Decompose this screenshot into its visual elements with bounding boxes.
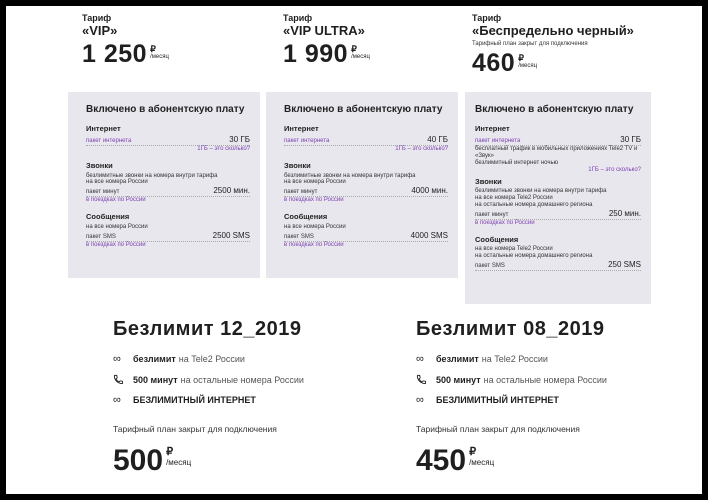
internet-heading: Интернет [475, 123, 510, 133]
sms-heading: Сообщения [475, 234, 519, 244]
infinity-icon: ∞ [416, 353, 424, 365]
internet-heading: Интернет [284, 123, 319, 133]
price-period: /месяц [150, 54, 169, 60]
closed-note: Тарифный план закрыт для подключения [416, 424, 580, 434]
calls-line: пакет минут [284, 189, 318, 196]
internet-heading: Интернет [86, 123, 121, 133]
gb-hint-link[interactable]: 1ГБ – это сколько? [197, 146, 250, 153]
calls-line: пакет минут [475, 211, 509, 218]
infinity-icon: ∞ [416, 394, 424, 406]
sms-line: пакет SMS [475, 263, 505, 270]
roaming-link[interactable]: в поездках по России [475, 219, 535, 226]
sms-heading: Сообщения [86, 212, 130, 222]
internet-value: 30 ГБ [620, 135, 641, 145]
tariff-price: 460 [472, 49, 516, 77]
feature-text: на Tele2 России [481, 354, 548, 364]
price-period: /месяц [518, 63, 538, 69]
infinity-icon: ∞ [113, 353, 121, 365]
roaming-link[interactable]: в поездках по России [284, 197, 344, 204]
price-period: /месяц [351, 54, 370, 60]
sms-line: на все номера России [86, 223, 148, 230]
promo-title: Безлимит 12_2019 [113, 318, 302, 340]
promo-price: 450 [416, 444, 467, 477]
calls-line: на все номера России [86, 179, 148, 186]
tariff-closed-note: Тарифный план закрыт для подключения [472, 41, 588, 47]
roaming-link[interactable]: в поездках по России [86, 197, 146, 204]
currency-sign: ₽ [166, 446, 174, 458]
card-title: Включено в абонентскую плату [284, 104, 443, 115]
feature-bold: 500 минут [436, 374, 481, 385]
calls-heading: Звонки [86, 160, 113, 170]
tariff-header-vip-ultra [283, 14, 370, 67]
tariff-name: «VIP» [82, 23, 118, 38]
calls-line: безлимитные звонки на номера внутри тарифа [284, 172, 416, 179]
calls-line: безлимитные звонки на номера внутри тарифа [86, 172, 218, 179]
calls-line: на все номера Tele2 России [475, 195, 553, 202]
calls-value: 4000 мин. [411, 186, 448, 196]
sms-value: 250 SMS [608, 260, 641, 270]
gb-hint-link[interactable]: 1ГБ – это сколько? [588, 166, 641, 173]
included-card-black [465, 92, 651, 304]
calls-value: 2500 мин. [213, 186, 250, 196]
tariff-name: «Беспредельно черный» [472, 23, 634, 38]
currency-sign: ₽ [150, 44, 156, 54]
feature-bold: безлимит [133, 354, 176, 364]
calls-heading: Звонки [475, 176, 502, 186]
included-card-vip-ultra [266, 92, 458, 278]
sms-value: 2500 SMS [212, 230, 250, 240]
calls-line: на остальные номера домашнего региона [475, 201, 593, 208]
internet-package-link[interactable]: пакет интернета [86, 138, 132, 145]
sms-line: пакет SMS [284, 233, 314, 240]
roaming-link[interactable]: в поездках по России [86, 241, 146, 248]
feature-bold: БЕЗЛИМИТНЫЙ ИНТЕРНЕТ [436, 395, 559, 405]
tariff-header-black [472, 14, 634, 76]
tariff-price: 1 250 [82, 40, 148, 68]
tariff-header-vip [82, 14, 169, 67]
sms-value: 4000 SMS [410, 230, 448, 240]
internet-package-link[interactable]: пакет интернета [475, 138, 521, 145]
roaming-link[interactable]: в поездках по России [284, 241, 344, 248]
internet-package-link[interactable]: пакет интернета [284, 138, 330, 145]
tariff-price: 1 990 [283, 40, 349, 68]
internet-extra-line: безлимитный интернет ночью [475, 159, 559, 166]
sms-line: на все номера России [284, 223, 346, 230]
promo-bezlimit-12-2019 [113, 318, 304, 478]
sms-line: на остальные номера домашнего региона [475, 253, 593, 260]
gb-hint-link[interactable]: 1ГБ – это сколько? [395, 146, 448, 153]
price-period: /месяц [166, 458, 192, 467]
feature-text: на Tele2 России [178, 354, 245, 364]
currency-sign: ₽ [518, 53, 524, 63]
calls-heading: Звонки [284, 160, 311, 170]
sms-line: на все номера Tele2 России [475, 246, 553, 253]
included-card-vip [68, 92, 260, 278]
promo-price: 500 [113, 444, 164, 477]
phone-icon [416, 374, 436, 385]
feature-bold: безлимит [436, 354, 479, 364]
internet-extra-line: бесплатный трафик в мобильных приложениях Tele2 TV и «Звук» [475, 146, 638, 159]
sms-line: пакет SMS [86, 233, 116, 240]
infinity-icon: ∞ [113, 394, 121, 406]
promo-title: Безлимит 08_2019 [416, 318, 605, 340]
feature-text: на остальные номера России [483, 374, 607, 385]
currency-sign: ₽ [469, 446, 477, 458]
calls-value: 250 мин. [608, 208, 641, 218]
calls-line: безлимитные звонки на номера внутри тарифа [475, 188, 607, 195]
price-period: /месяц [469, 458, 495, 467]
feature-bold: 500 минут [133, 374, 178, 385]
card-title: Включено в абонентскую плату [475, 104, 634, 115]
promo-bezlimit-08-2019 [416, 318, 607, 478]
tariff-word: Тариф [82, 13, 112, 23]
feature-bold: БЕЗЛИМИТНЫЙ ИНТЕРНЕТ [133, 395, 256, 405]
calls-line: на все номера России [284, 179, 346, 186]
internet-value: 40 ГБ [427, 135, 448, 145]
tariff-word: Тариф [283, 13, 313, 23]
phone-icon [113, 374, 133, 385]
internet-value: 30 ГБ [229, 135, 250, 145]
card-title: Включено в абонентскую плату [86, 104, 245, 115]
sms-heading: Сообщения [284, 212, 328, 222]
tariff-word: Тариф [472, 13, 502, 23]
feature-text: на остальные номера России [180, 374, 304, 385]
tariff-name: «VIP ULTRA» [283, 23, 365, 38]
currency-sign: ₽ [351, 44, 357, 54]
closed-note: Тарифный план закрыт для подключения [113, 424, 277, 434]
calls-line: пакет минут [86, 189, 120, 196]
